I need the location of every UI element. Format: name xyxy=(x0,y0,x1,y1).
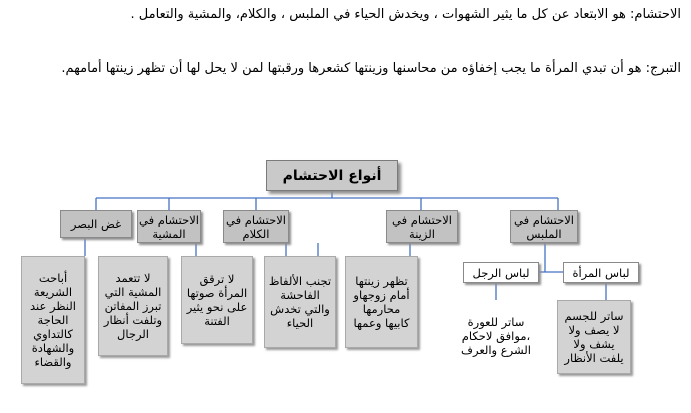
leaf-speech-a: تجنب الألفاظ الفاحشة والتي تخدش الحياء xyxy=(264,256,336,348)
leaf-speech-b: لا ترقق المرأة صوتها على نحو يثير الفتنة xyxy=(181,256,253,344)
branch-clothing: الاحتشام في الملبس xyxy=(510,210,578,243)
leaf-men: ساتر للعورة ،موافق لاحكام الشرع والعرف xyxy=(450,300,542,372)
modesty-definition: الاحتشام: هو الابتعاد عن كل ما يثير الشهوات ، ويخدش الحياء في الملبس ، والكلام، والمشية والتعامل . xyxy=(130,7,681,22)
branch-speech: الاحتشام في الكلام xyxy=(223,210,289,243)
leaf-gaze: أباحت الشريعة النظر عند الحاجة كالتداوي والشهادة والقضاء xyxy=(21,256,85,384)
leaf-women: ساتر للجسم لا يصف ولا يشف ولا يلفت الأنظار xyxy=(557,300,631,374)
women-clothing: لباس المرأة xyxy=(563,262,639,283)
branch-adornment: الاحتشام في الزينة xyxy=(386,210,458,243)
men-clothing: لباس الرجل xyxy=(463,262,539,283)
tabarruj-definition: التبرج: هو أن تبدي المرأة ما يجب إخفاؤه من محاسنها وزينتها كشعرها ورقبتها لمن لا يحل لها أن تظهر زينتها أمامهم. xyxy=(61,61,681,76)
branch-walk: الاحتشام في المشية xyxy=(137,210,201,243)
leaf-adornment: تظهر زينتها أمام زوجهاو محارمها كابيها وعمها xyxy=(345,256,418,348)
branch-gaze: غض البصر xyxy=(60,210,132,238)
leaf-walk: لا تتعمد المشية التي تبرز المفاتن وتلفت أنظار الرجال xyxy=(98,256,168,356)
root-node: أنواع الاحتشام xyxy=(266,160,398,191)
